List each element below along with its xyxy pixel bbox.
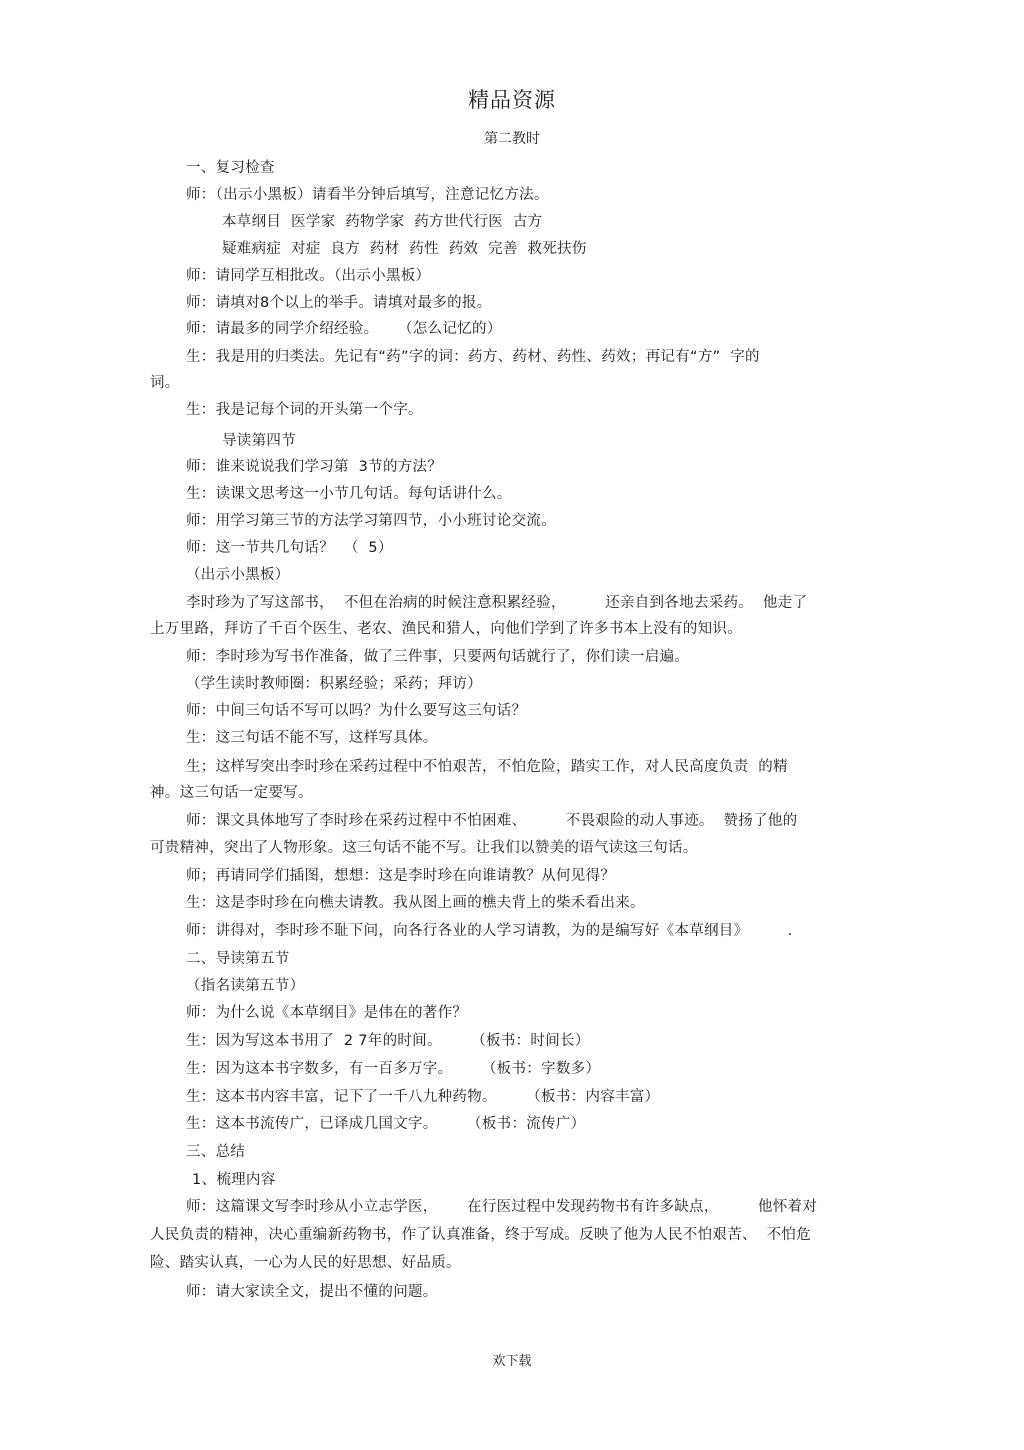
text-line: 师：这篇课文写李时珍从小立志学医， 在行医过程中发现药物书有许多缺点， 他怀着对 — [186, 1199, 818, 1215]
text-line: 上万里路，拜访了千百个医生、老农、渔民和猎人，向他们学到了许多书本上没有的知识。 — [150, 621, 742, 637]
text-line: 生：我是记每个词的开头第一个字。 — [186, 402, 423, 418]
text-line: 师：（出示小黑板）请看半分钟后填写，注意记忆方法。 — [186, 187, 549, 203]
text-line: 生：因为这本书字数多，有一百多万字。 （板书：字数多） — [186, 1061, 601, 1077]
subsection-heading: 1、梳理内容 — [192, 1172, 276, 1188]
text-line: 生：读课文思考这一小节几句话。每句话讲什么。 — [186, 486, 512, 502]
page-footer: 欢下载 — [492, 1354, 532, 1369]
text-line: 师：李时珍为写书作准备，做了三件事，只要两句话就行了，你们读一启遍。 — [186, 649, 690, 665]
text-line: 师：这一节共几句话？ （ 5） — [186, 540, 393, 556]
text-line: （学生读时教师圈：积累经验；采药；拜访） — [186, 676, 482, 692]
text-line: 生：这本书内容丰富，记下了一千八九种药物。 （板书：内容丰富） — [186, 1089, 660, 1105]
text-line: 词。 — [150, 375, 180, 391]
text-line: 师；再请同学们插图，想想：这是李时珍在向谁请教？从何见得？ — [186, 868, 616, 884]
text-line: （指名读第五节） — [186, 978, 305, 994]
text-line: 生：因为写这本书用了 2 7年的时间。 （板书：时间长） — [186, 1033, 590, 1049]
section-heading: 一、复习检查 — [186, 160, 275, 176]
text-line: 生：这三句话不能不写，这样写具体。 — [186, 730, 438, 746]
page-title: 精品资源 — [468, 88, 556, 112]
text-line: 师：课文具体地写了李时珍在采药过程中不怕困难、 不畏艰险的动人事迹。 赞扬了他的 — [186, 813, 798, 829]
text-line: 师：请最多的同学介绍经验。 （怎么记忆的） — [186, 321, 502, 337]
text-line: 师：请同学互相批改。（出示小黑板） — [186, 268, 431, 284]
text-line: 师：用学习第三节的方法学习第四节，小小班讨论交流。 — [186, 513, 556, 529]
text-line: 师：讲得对，李时珍不耻下问，向各行各业的人学习请教，为的是编写好《本草纲目》 . — [186, 923, 793, 939]
word-list-line: 疑难病症 对症 良方 药材 药性 药效 完善 救死扶伤 — [222, 241, 587, 257]
lesson-subtitle: 第二教时 — [484, 131, 540, 147]
text-line: 神。这三句话一定要写。 — [150, 785, 313, 801]
text-line: 师：请大家读全文，提出不懂的问题。 — [186, 1284, 438, 1300]
word-list-line: 本草纲目 医学家 药物学家 药方世代行医 古方 — [222, 214, 543, 230]
text-line: 师：为什么说《本草纲目》是伟在的著作？ — [186, 1005, 468, 1021]
text-line: 生；这样写突出李时珍在采药过程中不怕艰苦，不怕危险，踏实工作，对人民高度负责 的精 — [186, 759, 788, 775]
text-line: 师：中间三句话不写可以吗？为什么要写这三句话？ — [186, 703, 527, 719]
section-heading: 三、总结 — [186, 1144, 246, 1160]
text-line: 师：谁来说说我们学习第 3节的方法？ — [186, 459, 443, 475]
text-line: 李时珍为了写这部书， 不但在治病的时候注意积累经验， 还亲自到各地去采药。 他走了 — [186, 595, 808, 611]
text-line: 人民负责的精神，决心重编新药物书，作了认真准备，终于写成。反映了他为人民不怕艰苦、 不怕危 — [150, 1227, 812, 1243]
text-line: 可贵精神，突出了人物形象。这三句话不能不写。让我们以赞美的语气读这三句话。 — [150, 840, 698, 856]
text-line: 生：我是用的归类法。先记有“药”字的词：药方、药材、药性、药效；再记有“方” 字的 — [186, 349, 760, 365]
text-line: 险、踏实认真，一心为人民的好思想、好品质。 — [150, 1255, 461, 1271]
text-line: （出示小黑板） — [186, 567, 290, 583]
text-line: 生：这是李时珍在向樵夫请教。我从图上画的樵夫背上的柴禾看出来。 — [186, 895, 645, 911]
section-heading: 二、导读第五节 — [186, 951, 290, 967]
subsection-heading: 导读第四节 — [222, 433, 296, 449]
text-line: 生：这本书流传广，已译成几国文字。 （板书：流传广） — [186, 1116, 586, 1132]
text-line: 师：请填对8个以上的举手。请填对最多的报。 — [186, 295, 492, 311]
